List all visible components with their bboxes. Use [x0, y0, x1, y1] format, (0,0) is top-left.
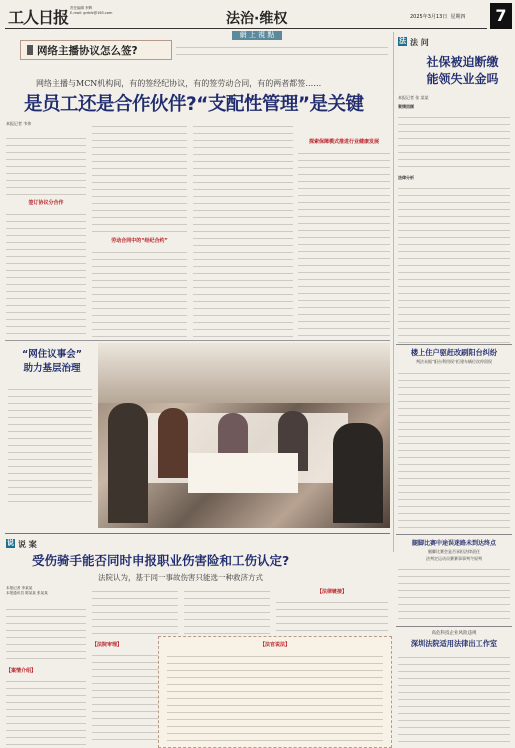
- judge-comment-head: 【法官说法】: [259, 642, 290, 648]
- right-case-body: [398, 112, 510, 172]
- photo-caption-title: “网住议事会” 助力基层治理: [22, 349, 82, 374]
- story2-subtitle: 判法未据“阳台利用权”拒建车辆位次停留权: [415, 359, 493, 364]
- kicker-bar: [27, 45, 33, 55]
- story3-subtitle: 法判定运动员赛赛事事判令原判: [426, 556, 482, 561]
- right-byline: 本报记者 张 某某: [398, 95, 429, 100]
- top-body-col4: [298, 148, 390, 338]
- masthead-rule: [5, 28, 487, 29]
- top-subtitle: 网络主播与MCN机构间，有的签经纪协议，有的签劳动合同，有的两者都签……: [36, 79, 322, 88]
- kicker-box: [20, 40, 172, 60]
- bottom-headline: 受伤骑手能否同时申报职业伤害险和工伤认定?: [32, 553, 290, 568]
- top-body-col3: [193, 121, 293, 337]
- story2-body: [398, 368, 510, 532]
- bottom-body-col2: [92, 586, 178, 638]
- story3-body: [398, 564, 510, 624]
- section-title: 法治·维权: [226, 11, 288, 27]
- right-section-label: 法 问: [410, 38, 429, 47]
- bottom-subhead: 法院认为，基于同一事故伤害只能选一种救济方式: [98, 573, 263, 582]
- right-analysis-label: 法律分析: [398, 175, 414, 180]
- judge-comment-box: [158, 636, 392, 748]
- community-meeting-photo: [98, 343, 390, 528]
- online-view-tag: 網 上 視 點: [232, 31, 282, 40]
- story3-title: 腿脚比赛中途误迷路未到达终点: [411, 540, 496, 547]
- right-analysis-body: [398, 183, 510, 343]
- bottom-body-col1: [6, 604, 86, 664]
- story3-alt-title: 腿脚比赛会是否承担法律责任: [428, 549, 480, 554]
- issue-date: 2025年3月13日 星期四: [410, 14, 466, 20]
- story4-title: 深圳法院适用法律出工作室: [410, 639, 498, 648]
- story4-body: [398, 652, 510, 744]
- top-byline: 本报记者 韦伟: [6, 121, 32, 126]
- bottom-sidebar-subhead: 【法律链接】: [316, 589, 347, 595]
- top-subhead-3: 探索保障模式推进行业健康发展: [308, 139, 379, 145]
- bottom-byline: 本报记者 李某某 本报通讯员 陈某某 张某某: [6, 586, 48, 595]
- top-body-col1: [6, 133, 86, 195]
- editor-info: 责任编辑 李辉 E-mail: grrbfz@163.com: [70, 6, 113, 15]
- judge-comment-body: [167, 651, 383, 743]
- masthead: [0, 0, 515, 30]
- top-headline: 是员工还是合作伙伴?“支配性管理”是关键: [24, 94, 364, 115]
- bottom-subhead-1: 【案情介绍】: [6, 668, 37, 674]
- kicker-text: 网络主播协议怎么签?: [37, 45, 138, 57]
- page-number: 7: [490, 3, 512, 29]
- right-section-badge: 法: [399, 37, 406, 45]
- top-body-col2: [92, 121, 187, 233]
- story4-kicker: 高危科技企业风险违规: [431, 631, 477, 636]
- photo-caption-body: [8, 384, 92, 504]
- bottom-section-badge: 说: [7, 539, 14, 547]
- top-subhead-1: 签订协议分合作: [28, 200, 64, 206]
- bottom-section-label: 说 案: [18, 540, 37, 549]
- story2-title: 楼上住户驱赶改刷阳台纠纷: [410, 348, 498, 357]
- right-case-label: 案情回顾: [398, 104, 414, 109]
- top-subhead-2: 劳动合同中的“经纪合约”: [111, 238, 168, 244]
- newspaper-name: 工人日报: [8, 8, 69, 27]
- right-headline: 社保被迫断缴 能领失业金吗: [426, 55, 499, 86]
- bottom-subhead-2: 【法院审理】: [92, 642, 123, 648]
